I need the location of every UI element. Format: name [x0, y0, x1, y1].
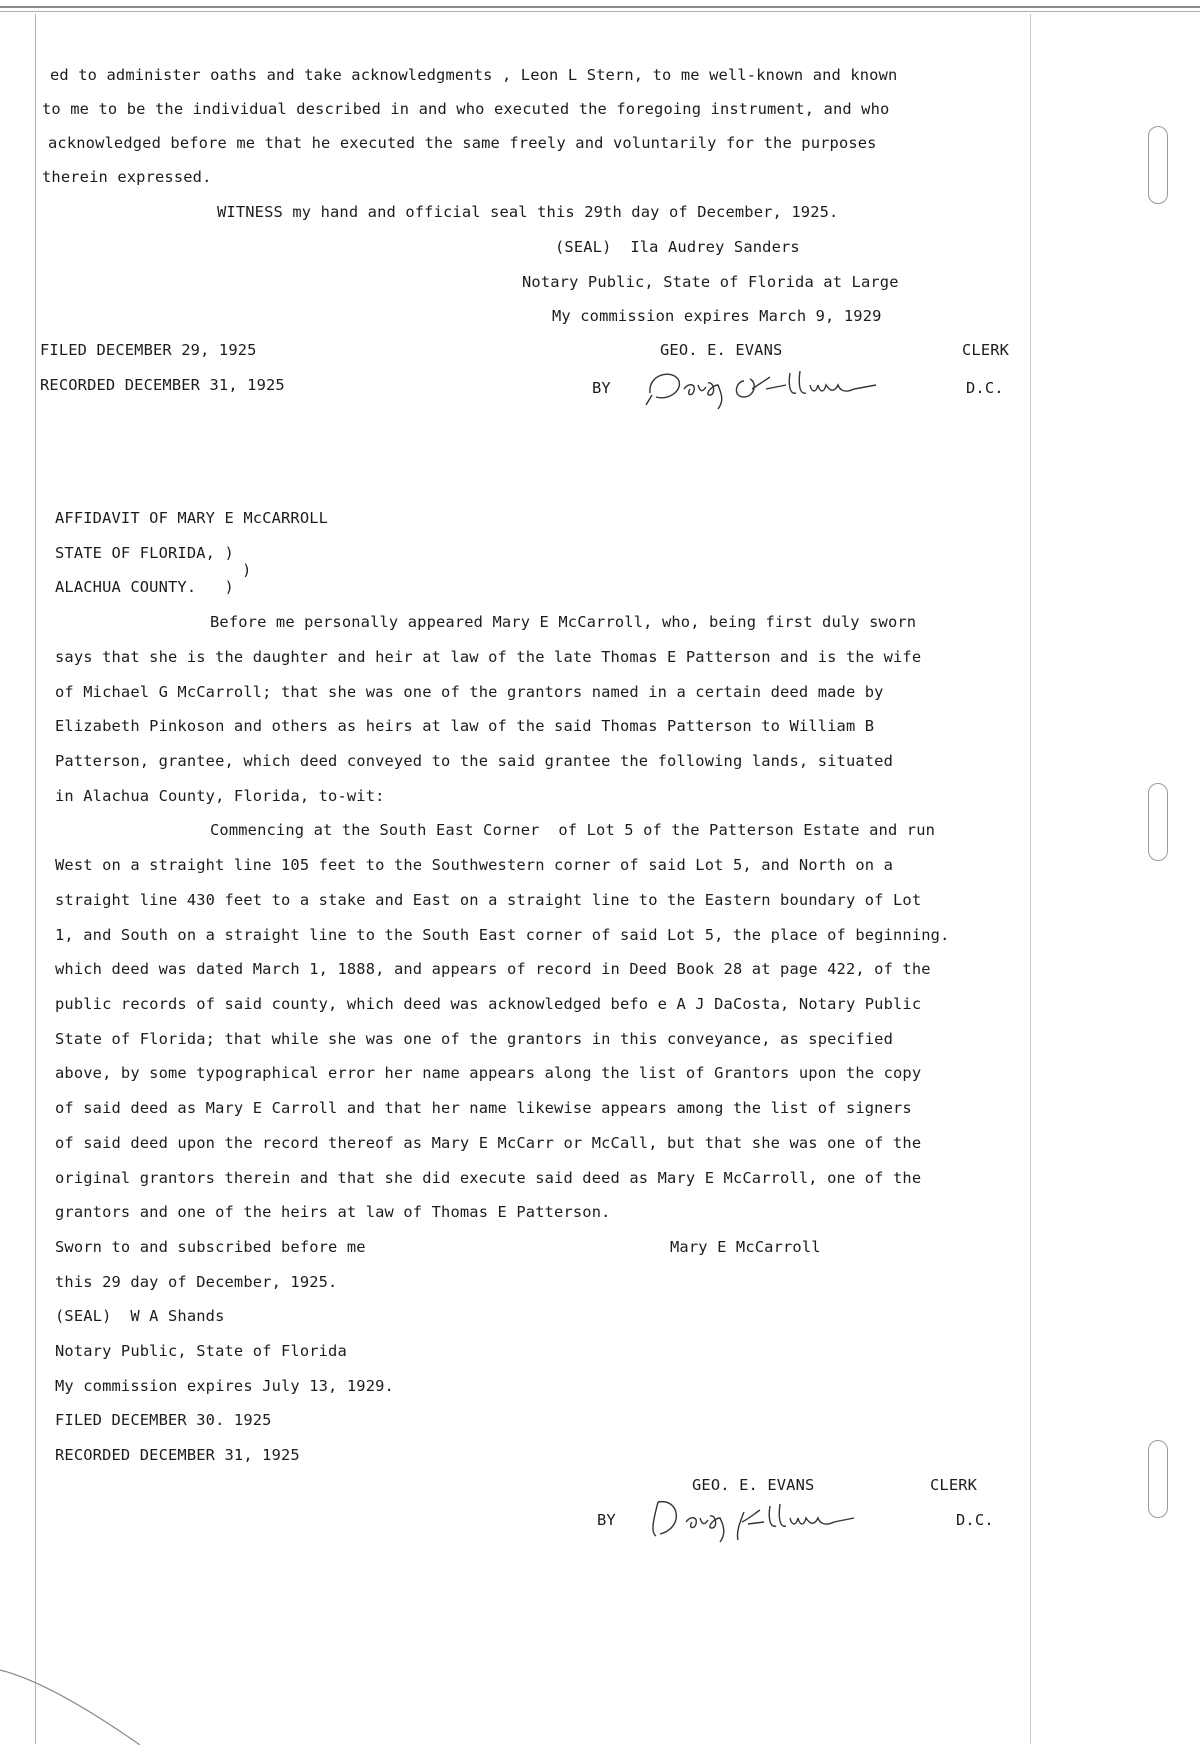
recorded-date-2: RECORDED DECEMBER 31, 1925 [55, 1446, 300, 1464]
clerk-name-1: GEO. E. EVANS [660, 341, 783, 359]
affidavit-seal-name: (SEAL) W A Shands [55, 1307, 225, 1325]
affidavit-body-line-3: of Michael G McCarroll; that she was one of the grantors named in a certain deed made by [55, 683, 884, 701]
affidavit-body-line-4: Elizabeth Pinkoson and others as heirs at law of the said Thomas Patterson to William B [55, 717, 875, 735]
sworn-date: this 29 day of December, 1925. [55, 1273, 338, 1291]
notary-line-1: ed to administer oaths and take acknowledgments , Leon L Stern, to me well-known and known [50, 66, 898, 84]
affiant-name: Mary E McCarroll [670, 1238, 821, 1256]
affidavit-title: AFFIDAVIT OF MARY E McCARROLL [55, 509, 329, 527]
by-label-1: BY [592, 379, 611, 397]
dc-label-2: D.C. [956, 1511, 994, 1529]
land-line-9: of said deed as Mary E Carroll and that her name likewise appears among the list of signers [55, 1099, 912, 1117]
filed-date-1: FILED DECEMBER 29, 1925 [40, 341, 257, 359]
dc-label-1: D.C. [966, 379, 1004, 397]
land-line-7: State of Florida; that while she was one of the grantors in this conveyance, as specified [55, 1030, 894, 1048]
notary-title: Notary Public, State of Florida at Large [522, 273, 899, 291]
notary-commission: My commission expires March 9, 1929 [552, 307, 882, 325]
deputy-clerk-signature-1 [640, 355, 920, 415]
binder-hole-middle [1148, 783, 1168, 861]
sworn-line: Sworn to and subscribed before me [55, 1238, 366, 1256]
land-line-5: which deed was dated March 1, 1888, and appears of record in Deed Book 28 at page 422, of the [55, 960, 931, 978]
clerk-title-2: CLERK [930, 1476, 978, 1494]
land-line-12: grantors and one of the heirs at law of Thomas E Patterson. [55, 1203, 611, 1221]
binder-hole-top [1148, 126, 1168, 204]
notary-seal-name: (SEAL) Ila Audrey Sanders [555, 238, 800, 256]
paper-corner-mark [0, 1640, 160, 1745]
clerk-title-1: CLERK [962, 341, 1010, 359]
notary-line-3: acknowledged before me that he executed the same freely and voluntarily for the purposes [48, 134, 877, 152]
by-label-2: BY [597, 1511, 616, 1529]
affidavit-body-line-5: Patterson, grantee, which deed conveyed to the said grantee the following lands, situated [55, 752, 894, 770]
clerk-name-2: GEO. E. EVANS [692, 1476, 815, 1494]
recorded-date-1: RECORDED DECEMBER 31, 1925 [40, 376, 285, 394]
land-line-8: above, by some typographical error her name appears along the list of Grantors upon the copy [55, 1064, 922, 1082]
left-margin-rule [35, 14, 36, 1744]
deputy-clerk-signature-2 [640, 1488, 900, 1548]
land-line-11: original grantors therein and that she did execute said deed as Mary E McCarroll, one of the [55, 1169, 922, 1187]
notary-line-4: therein expressed. [42, 168, 212, 186]
affidavit-body-line-6: in Alachua County, Florida, to-wit: [55, 787, 385, 805]
land-line-4: 1, and South on a straight line to the South East corner of said Lot 5, the place of beginning. [55, 926, 950, 944]
land-line-3: straight line 430 feet to a stake and East on a straight line to the Eastern boundary of Lot [55, 891, 922, 909]
affidavit-body-line-1: Before me personally appeared Mary E McCarroll, who, being first duly sworn [210, 613, 917, 631]
top-rule [0, 6, 1200, 8]
notary-line-2: to me to be the individual described in and who executed the foregoing instrument, and who [42, 100, 890, 118]
top-rule-thin [0, 11, 1200, 12]
right-margin-rule [1030, 14, 1031, 1744]
land-line-10: of said deed upon the record thereof as Mary E McCarr or McCall, but that she was one of the [55, 1134, 922, 1152]
affidavit-commission: My commission expires July 13, 1929. [55, 1377, 394, 1395]
land-line-2: West on a straight line 105 feet to the Southwestern corner of said Lot 5, and North on a [55, 856, 894, 874]
land-line-1: Commencing at the South East Corner of Lot 5 of the Patterson Estate and run [210, 821, 936, 839]
venue-bracket: ) [242, 561, 252, 579]
witness-line: WITNESS my hand and official seal this 29th day of December, 1925. [217, 203, 839, 221]
affidavit-body-line-2: says that she is the daughter and heir at law of the late Thomas E Patterson and is the wife [55, 648, 922, 666]
binder-hole-bottom [1148, 1440, 1168, 1518]
venue-county: ALACHUA COUNTY. ) [55, 578, 234, 596]
venue-state: STATE OF FLORIDA, ) [55, 544, 234, 562]
filed-date-2: FILED DECEMBER 30. 1925 [55, 1411, 272, 1429]
affidavit-notary-title: Notary Public, State of Florida [55, 1342, 347, 1360]
land-line-6: public records of said county, which deed was acknowledged befo e A J DaCosta, Notary Public [55, 995, 922, 1013]
